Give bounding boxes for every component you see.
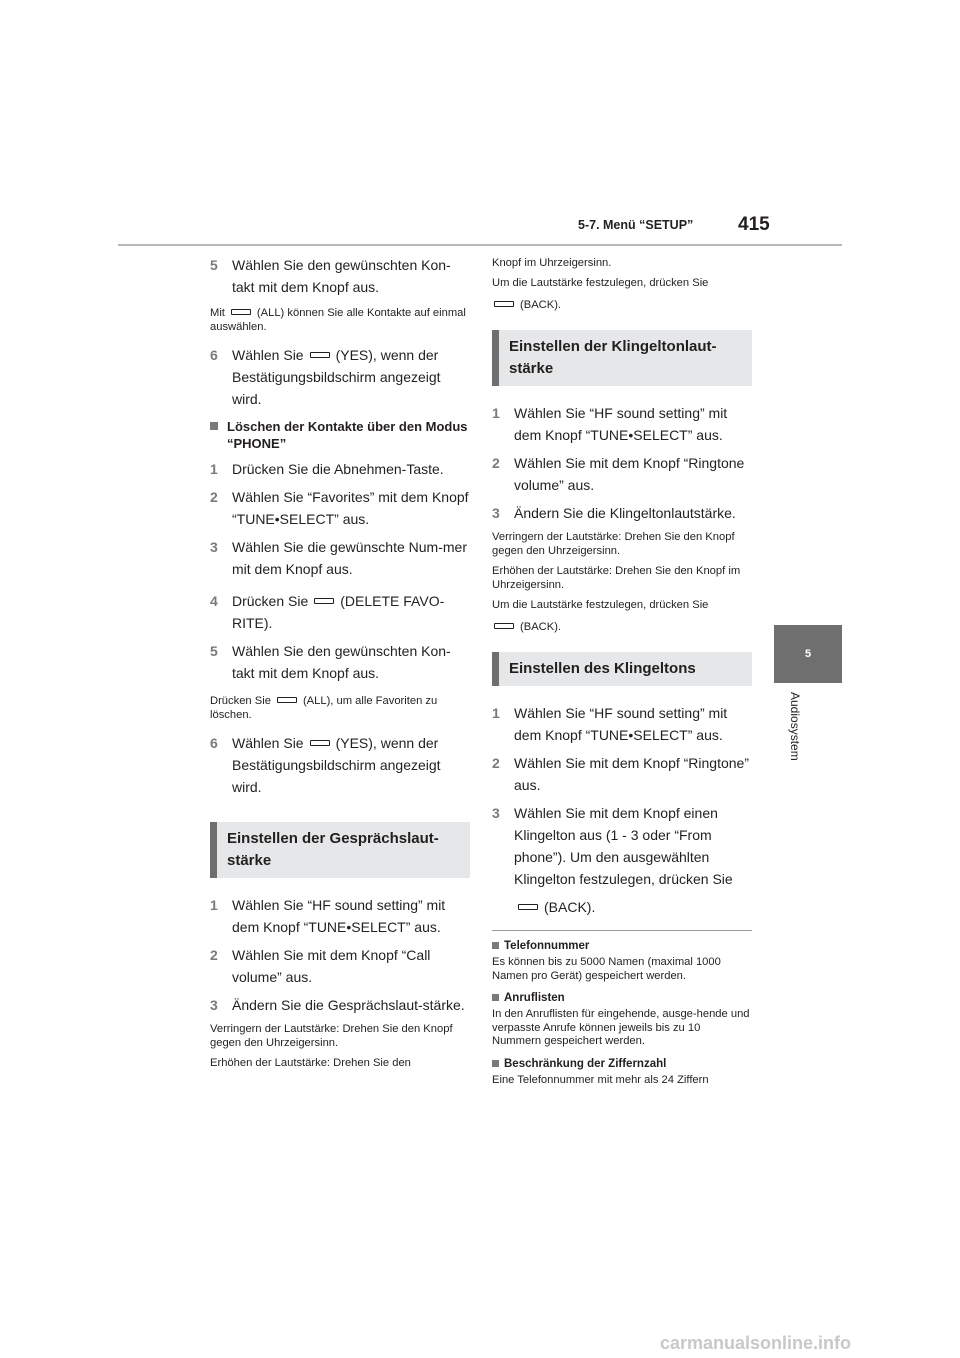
square-bullet-icon xyxy=(492,942,499,949)
step xyxy=(492,802,752,890)
left-column xyxy=(210,254,470,1076)
step-indent xyxy=(492,896,514,918)
step-text: Wählen Sie mit dem Knopf “Call volume” aus. xyxy=(232,947,431,985)
step-text: Wählen Sie den gewünschten Kon-takt mit dem Knopf aus. xyxy=(232,257,451,295)
step-number: 2 xyxy=(492,755,500,771)
note-text: Drücken Sie xyxy=(210,695,271,707)
watermark: carmanualsonline.info xyxy=(660,1333,852,1353)
step xyxy=(210,640,470,684)
chapter-tab: 5 xyxy=(774,625,842,683)
info-divider xyxy=(492,930,752,931)
screen-button-icon xyxy=(277,697,297,703)
note: Erhöhen der Lautstärke: Drehen Sie den xyxy=(210,1057,411,1069)
info-text: Es können bis zu 5000 Namen (maximal 1000 Namen pro Gerät) gespeichert werden. xyxy=(492,956,721,982)
step xyxy=(492,896,752,918)
step-number: 2 xyxy=(210,947,218,963)
square-bullet-icon xyxy=(492,994,499,1001)
step-text xyxy=(232,344,470,410)
note xyxy=(492,620,752,634)
note xyxy=(210,694,470,722)
step xyxy=(492,502,752,524)
right-column xyxy=(492,256,752,1095)
step xyxy=(210,590,470,634)
note-text: (ALL) können Sie alle Kontakte auf einmal auswählen. xyxy=(210,307,466,333)
section-heading: Einstellen der Gesprächslaut-stärke xyxy=(210,822,470,878)
header-divider xyxy=(118,244,842,246)
step-number: 1 xyxy=(492,705,500,721)
step-text: Drücken Sie die Abnehmen-Taste. xyxy=(232,461,444,477)
step xyxy=(210,344,470,410)
step-text: Wählen Sie “Favorites” mit dem Knopf “TUNE•SELECT” aus. xyxy=(232,489,469,527)
info-heading xyxy=(492,939,752,953)
info-heading xyxy=(492,991,752,1005)
step-text: Wählen Sie mit dem Knopf einen Klingelton aus (1 - 3 oder “From phone”). Um den ausgewählten Klingelton festzulegen, drücken Sie xyxy=(514,805,733,887)
step xyxy=(210,732,470,798)
step-text-pre: Drücken Sie xyxy=(232,593,309,609)
step xyxy=(210,994,470,1016)
step-number: 1 xyxy=(210,461,218,477)
step-number: 3 xyxy=(492,505,500,521)
step-text: Wählen Sie den gewünschten Kon-takt mit dem Knopf aus. xyxy=(232,643,451,681)
chapter-tab-label xyxy=(782,692,806,782)
step-text-post: (YES), wenn der Bestätigungsbildschirm angezeigt wird. xyxy=(232,347,441,407)
step-text-pre: Wählen Sie xyxy=(232,347,304,363)
note: Verringern der Lautstärke: Drehen Sie den Knopf gegen den Uhrzeigersinn. xyxy=(210,1023,453,1049)
step-text xyxy=(232,732,470,798)
step-text: Wählen Sie “HF sound setting” mit dem Knopf “TUNE•SELECT” aus. xyxy=(232,897,446,935)
step xyxy=(492,402,752,446)
step-text: Wählen Sie “HF sound setting” mit dem Knopf “TUNE•SELECT” aus. xyxy=(514,405,728,443)
step-number: 5 xyxy=(210,643,218,659)
step xyxy=(210,254,470,298)
step-number: 4 xyxy=(210,593,218,609)
info-heading-text: Telefonnummer xyxy=(504,940,590,952)
step-number: 5 xyxy=(210,257,218,273)
screen-button-icon xyxy=(310,740,330,746)
step xyxy=(210,894,470,938)
screen-button-icon xyxy=(494,623,514,629)
step-number: 1 xyxy=(210,897,218,913)
screen-button-icon xyxy=(310,352,330,358)
note-text: Mit xyxy=(210,307,225,319)
step-number: 6 xyxy=(210,347,218,363)
info-text: Eine Telefonnummer mit mehr als 24 Ziffern xyxy=(492,1073,709,1086)
screen-button-icon xyxy=(231,309,251,315)
square-bullet-icon xyxy=(210,422,218,430)
chapter-label-text: Audiosystem xyxy=(788,692,802,761)
page-number: 415 xyxy=(738,214,770,235)
step xyxy=(210,536,470,580)
step-text: Wählen Sie “HF sound setting” mit dem Knopf “TUNE•SELECT” aus. xyxy=(514,705,728,743)
screen-button-icon xyxy=(518,904,538,910)
note-text: (BACK). xyxy=(520,299,562,311)
step-number: 2 xyxy=(492,455,500,471)
step xyxy=(210,458,470,480)
step xyxy=(210,486,470,530)
note: Um die Lautstärke festzulegen, drücken Sie xyxy=(492,599,709,611)
step-number: 6 xyxy=(210,735,218,751)
info-text: In den Anruflisten für eingehende, ausge-hende und verpasste Anrufe können jeweils bis zu 10 Nummern gespeichert werden. xyxy=(492,1008,750,1047)
step-text xyxy=(514,896,752,918)
info-heading-text: Beschränkung der Ziffernzahl xyxy=(504,1057,667,1070)
step xyxy=(210,944,470,988)
subheading xyxy=(210,418,470,452)
step-text-post: (YES), wenn der Bestätigungsbildschirm angezeigt wird. xyxy=(232,735,441,795)
step xyxy=(492,752,752,796)
step-text: Wählen Sie die gewünschte Num-mer mit dem Knopf aus. xyxy=(232,539,467,577)
screen-button-icon xyxy=(314,598,334,604)
info-heading-text: Anruflisten xyxy=(504,992,565,1004)
step-text: Ändern Sie die Gesprächslaut-stärke. xyxy=(232,997,465,1013)
step-text: Wählen Sie mit dem Knopf “Ringtone” aus. xyxy=(514,755,749,793)
step-text-pre: Wählen Sie xyxy=(232,735,304,751)
note xyxy=(492,298,752,312)
note: Knopf im Uhrzeigersinn. xyxy=(492,257,612,269)
screen-button-icon xyxy=(494,301,514,307)
step-text: Wählen Sie mit dem Knopf “Ringtone volume” aus. xyxy=(514,455,745,493)
step-text-post: (DELETE FAVO-RITE). xyxy=(232,593,445,631)
step-text: Ändern Sie die Klingeltonlautstärke. xyxy=(514,505,736,521)
note xyxy=(210,306,470,334)
step-number: 3 xyxy=(210,539,218,555)
step-text-post: (BACK). xyxy=(544,899,596,915)
section-heading: Einstellen der Klingeltonlaut-stärke xyxy=(492,330,752,386)
square-bullet-icon xyxy=(492,1060,499,1067)
note: Erhöhen der Lautstärke: Drehen Sie den Knopf im Uhrzeigersinn. xyxy=(492,565,741,591)
step-text xyxy=(232,590,470,634)
subheading-text: Löschen der Kontakte über den Modus “PHONE” xyxy=(227,419,468,451)
note: Um die Lautstärke festzulegen, drücken Sie xyxy=(492,277,709,289)
step-number: 2 xyxy=(210,489,218,505)
step xyxy=(492,452,752,496)
note-text: (ALL), um alle Favoriten zu löschen. xyxy=(210,695,438,721)
step-number: 1 xyxy=(492,405,500,421)
info-heading xyxy=(492,1057,752,1071)
step-number: 3 xyxy=(210,997,218,1013)
note-text: (BACK). xyxy=(520,621,562,633)
section-header: 5-7. Menü “SETUP” xyxy=(578,218,694,232)
section-heading: Einstellen des Klingeltons xyxy=(492,652,752,686)
note: Verringern der Lautstärke: Drehen Sie den Knopf gegen den Uhrzeigersinn. xyxy=(492,531,735,557)
step xyxy=(492,702,752,746)
step-number: 3 xyxy=(492,805,500,821)
